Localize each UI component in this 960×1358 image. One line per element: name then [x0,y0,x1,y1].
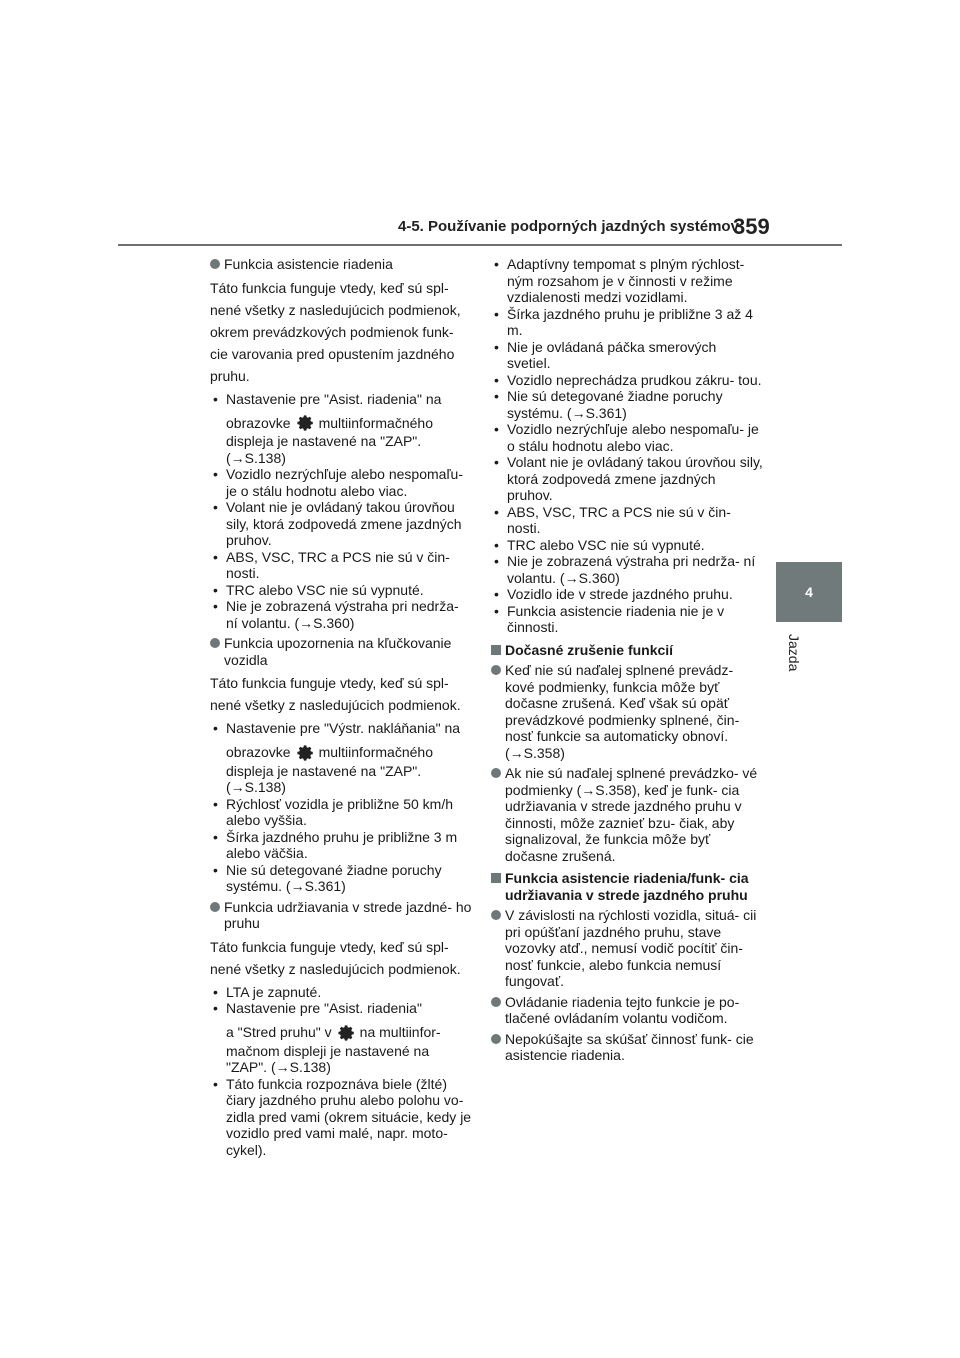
chapter-label: Jazda [786,634,802,672]
list-item: • Vozidlo ide v strede jazdného pruhu. [491,586,763,603]
list-item: • LTA je zapnuté. [210,984,472,1001]
subsection-heading: Dočasné zrušenie funkcií [491,642,763,659]
square-bullet-icon [491,873,501,883]
list-item: • Volant nie je ovládaný takou úrovňou sily, ktorá zodpovedá zmene jazdných pruhov. [491,454,763,504]
list-item: • Vozidlo nezrýchľuje alebo nespomaľu- je o stálu hodnotu alebo viac. [491,421,763,454]
bullet-dot-icon [210,259,220,269]
note-item: Ovládanie riadenia tejto funkcie je po- tlačené ovládaním volantu vodičom. [491,994,763,1027]
list-item: • TRC alebo VSC nie sú vypnuté. [491,537,763,554]
bullet-dot-icon [210,638,220,648]
list-item: • Nie je zobrazená výstraha pri nedrža- ní volantu. (→S.360) [491,553,763,586]
paragraph: Táto funkcia funguje vtedy, keď sú spl- nené všetky z nasledujúcich podmienok, okrem prevádzkových podmienok funk- cie varovania pred opustením jazdného pruhu. [210,279,461,384]
left-column [210,256,472,1162]
note-item: Keď nie sú naďalej splnené prevádz- kové podmienky, funkcia môže byť dočasne zrušená. Keď však sú opäť prevádzkové podmienky splnené, čin- nosť funkcie sa automaticky obnoví. (→S.358) [491,662,763,761]
list-item: • Nie sú detegované žiadne poruchy systému. (→S.361) [210,862,472,895]
list-item: • TRC alebo VSC nie sú vypnuté. [210,582,472,599]
bullet-dot-icon [491,768,501,778]
bullet-dot-icon [491,910,501,920]
note-item: V závislosti na rýchlosti vozidla, situá- cii pri opúšťaní jazdného pruhu, stave vozovky atď., nemusí vodič pocítiť čin- nosť funkcie, alebo funkcia nemusí fungovať. [491,907,763,990]
list-item: • Táto funkcia rozpoznáva biele (žlté) čiary jazdného pruhu alebo polohu vo- zidla pred vami (okrem situácie, kedy je vozidlo pred vami malé, napr. moto- cykel). [210,1076,472,1159]
note-item: Nepokúšajte sa skúšať činnosť funk- cie asistencie riadenia. [491,1031,763,1064]
bullet-dot-icon [491,997,501,1007]
square-bullet-icon [491,645,501,655]
list-item: • Vozidlo nezrýchľuje alebo nespomaľu- je o stálu hodnotu alebo viac. [210,466,472,499]
page-number: 359 [733,214,770,239]
list-item: • Šírka jazdného pruhu je približne 3 až 4 m. [491,306,763,339]
list-item: • ABS, VSC, TRC a PCS nie sú v čin- nosti. [491,504,763,537]
list-item: • Funkcia asistencie riadenia nie je v činnosti. [491,603,763,636]
condition-list [491,256,763,636]
bullet-dot-icon [491,665,501,675]
list-item: • Rýchlosť vozidla je približne 50 km/h alebo vyššia. [210,796,472,829]
list-item: • Nie sú detegované žiadne poruchy systému. (→S.361) [491,388,763,421]
condition-list [210,391,472,632]
condition-list [210,984,472,1159]
section-heading: Funkcia upozornenia na kľučkovanie vozidla [210,635,472,668]
chapter-tab: 4 [776,562,842,622]
list-item: • Nastavenie pre "Výstr. nakláňania" na obrazovke multiinformačného displeja je nastavené na "ZAP". (→S.138) [210,720,472,796]
list-item: • Nastavenie pre "Asist. riadenia" na obrazovke multiinformačného displeja je nastavené na "ZAP". (→S.138) [210,391,472,467]
bullet-dot-icon [491,1034,501,1044]
right-column [491,256,763,1068]
list-item: • ABS, VSC, TRC a PCS nie sú v čin- nosti. [210,549,472,582]
section-title: 4-5. Používanie podporných jazdných systémov [398,218,739,235]
header-divider [118,244,842,246]
list-item: • Nie je zobrazená výstraha pri nedrža- ní volantu. (→S.360) [210,598,472,631]
paragraph: Táto funkcia funguje vtedy, keď sú spl- nené všetky z nasledujúcich podmienok. [210,938,461,977]
list-item: • Vozidlo neprechádza prudkou zákru- tou. [491,372,763,389]
note-item: Ak nie sú naďalej splnené prevádzko- vé podmienky (→S.358), keď je funk- cia udržiavania v strede jazdného pruhu v činnosti, môže zaznieť bzu- čiak, aby signalizoval, že funkcia môže byť dočasne zrušená. [491,765,763,864]
list-item: • Adaptívny tempomat s plným rýchlost- ným rozsahom je v činnosti v režime vzdialenosti medzi vozidlami. [491,256,763,306]
gear-icon [295,413,315,433]
gear-icon [295,743,315,763]
paragraph: Táto funkcia funguje vtedy, keď sú spl- nené všetky z nasledujúcich podmienok. [210,675,461,713]
bullet-dot-icon [210,902,220,912]
list-item: • Nie je ovládaná páčka smerových svetiel. [491,339,763,372]
list-item: • Šírka jazdného pruhu je približne 3 m alebo väčšia. [210,829,472,862]
gear-icon [336,1023,356,1043]
section-heading: Funkcia asistencie riadenia [210,256,472,273]
list-item: • Volant nie je ovládaný takou úrovňou sily, ktorá zodpovedá zmene jazdných pruhov. [210,499,472,549]
subsection-heading: Funkcia asistencie riadenia/funk- cia udržiavania v strede jazdného pruhu [491,870,763,903]
condition-list [210,720,472,895]
list-item: • Nastavenie pre "Asist. riadenia" a "Stred pruhu" v na multiinfor- mačnom displeji je nastavené na "ZAP". (→S.138) [210,1000,472,1076]
section-heading: Funkcia udržiavania v strede jazdné- ho pruhu [210,899,472,932]
